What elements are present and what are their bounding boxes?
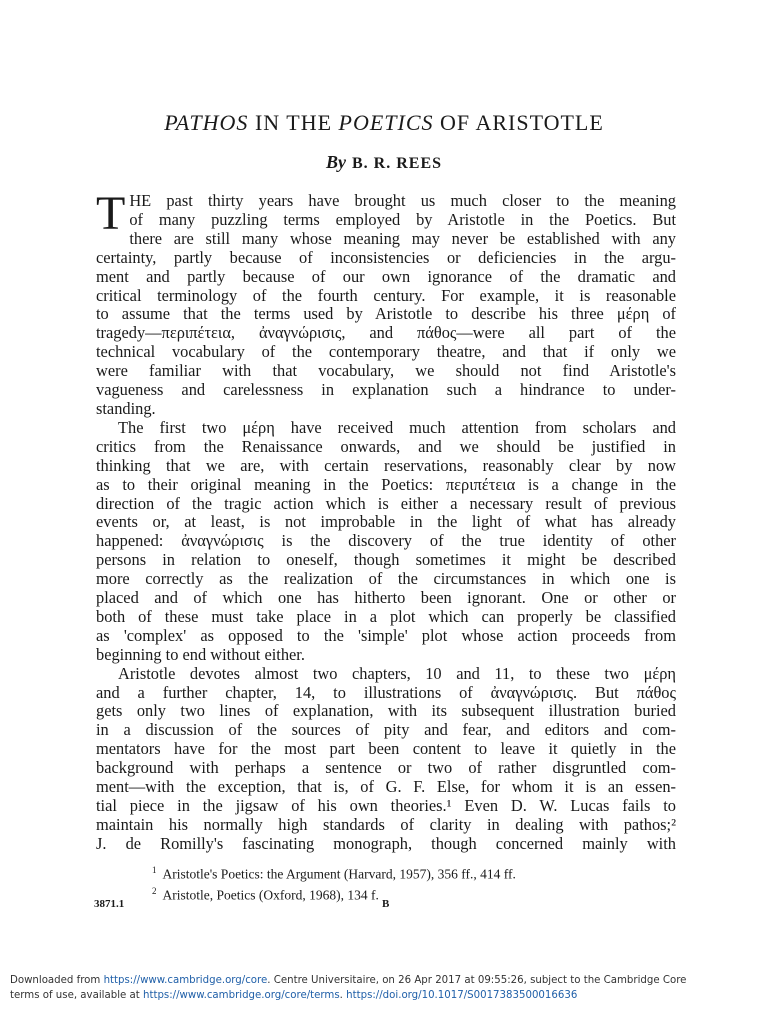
text-line: certainty, partly because of inconsistencies or deficiencies in the argu- — [96, 247, 676, 267]
download-notice — [10, 973, 760, 1003]
text-line: tragedy—περιπέτεια, ἀναγνώρισις, and πάθος—were all part of the — [96, 323, 676, 343]
text-line: to assume that the terms used by Aristotle to describe his three μέρη of — [96, 304, 676, 324]
text-line: HE past thirty years have brought us much closer to the meaning — [129, 191, 676, 210]
text-line: of many puzzling terms employed by Aristotle in the Poetics. But — [129, 209, 676, 229]
text-line: persons in relation to oneself, though sometimes it might be described — [96, 550, 676, 570]
text-line: tial piece in the jigsaw of his own theories.¹ Even D. W. Lucas fails to — [96, 796, 676, 815]
article-body — [96, 187, 676, 854]
byline — [0, 152, 768, 173]
text-line: in a discussion of the sources of pity and fear, and editors and com- — [96, 720, 676, 740]
signature-mark: B — [382, 898, 390, 910]
text-line: direction of the tragic action which is either a necessary result of previous — [96, 493, 676, 513]
article-title — [0, 110, 768, 136]
separator: . — [339, 990, 347, 1001]
footnote — [152, 862, 672, 883]
text-line: The first two μέρη have received much attention from scholars and — [118, 417, 676, 437]
terms-link[interactable]: https://www.cambridge.org/core/terms — [143, 990, 340, 1001]
text-line: placed and of which one has hitherto been ignorant. One or other or — [96, 588, 676, 608]
text-line: maintain his normally high standards of clarity in dealing with pathos;² — [96, 814, 676, 834]
text-line: vagueness and carelessness in explanation such a hindrance to under- — [96, 380, 676, 400]
doi-link[interactable]: https://doi.org/10.1017/S0017383500016636 — [346, 990, 578, 1001]
cambridge-core-link[interactable]: https://www.cambridge.org/core — [103, 975, 268, 986]
paragraph-2 — [96, 419, 676, 665]
byline-author: B. R. REES — [351, 155, 443, 172]
terms-prefix: terms of use, available at — [10, 990, 144, 1001]
text-line: Aristotle devotes almost two chapters, 10 and 11, to these two μέρη — [118, 663, 676, 683]
text-line: both of these must take place in a plot which can properly be classified — [96, 606, 676, 626]
title-part-poetics: POETICS — [338, 110, 434, 135]
text-line: were familiar with that vocabulary, we should not find Aristotle's — [96, 361, 676, 381]
text-line: J. de Romilly's fascinating monograph, though concerned mainly with — [96, 833, 676, 853]
footnotes — [152, 862, 672, 903]
text-line: more correctly as the realization of the circumstances in which one is — [96, 569, 676, 589]
text-line: as to their original meaning in the Poetics: περιπέτεια is a change in the — [96, 474, 676, 494]
title-part-pathos: PATHOS — [164, 110, 249, 135]
text-line: technical vocabulary of the contemporary theatre, and that if only we — [96, 342, 676, 362]
text-line: ment and partly because of our own ignorance of the dramatic and — [96, 266, 676, 286]
footnote-text: Aristotle's Poetics: the Argument (Harvard, 1957), 356 ff., 414 ff. — [162, 866, 516, 882]
footnote-mark: 1 — [152, 865, 157, 875]
footnote-mark: 2 — [152, 885, 157, 896]
text-line: critical terminology of the fourth century. For example, it is reasonable — [96, 285, 676, 305]
text-line: events or, at least, is not improbable in the light of what has already — [96, 512, 676, 532]
text-line: ment—with the exception, that is, of G. F. Else, for whom it is an essen- — [96, 777, 676, 797]
text-line: thinking that we are, with certain reservations, reasonably clear by now — [96, 455, 676, 475]
download-middle: . Centre Universitaire, on 26 Apr 2017 at 09:55:26, subject to the Cambridge Core — [267, 975, 687, 986]
text-line: as 'complex' as opposed to the 'simple' plot whose action proceeds from — [96, 625, 676, 645]
download-prefix: Downloaded from — [10, 975, 104, 986]
text-line: gets only two lines of explanation, with its subsequent illustration buried — [96, 701, 676, 721]
text-line: happened: ἀναγνώρισις is the discovery of the true identity of other — [96, 531, 676, 551]
title-part-in-the: IN THE — [248, 110, 339, 135]
folio — [94, 898, 674, 910]
footnote-text: Aristotle, Poetics (Oxford, 1968), 134 f. — [162, 887, 379, 902]
paragraph-3 — [96, 665, 676, 854]
text-line: standing. — [96, 398, 156, 418]
text-line: mentators have for the most part been content to leave it quietly in the — [96, 739, 676, 759]
text-line: there are still many whose meaning may never be established with any — [129, 228, 676, 248]
text-line: background with perhaps a sentence or two of rather disgruntled com- — [96, 758, 676, 778]
byline-by: By — [325, 152, 346, 172]
text-line: critics from the Renaissance onwards, and we should be justified in — [96, 436, 676, 456]
text-line: and a further chapter, 14, to illustrations of ἀναγνώρισις. But πάθος — [96, 682, 676, 702]
title-part-of-aristotle: OF ARISTOTLE — [433, 110, 604, 135]
drop-cap: T — [96, 187, 126, 240]
text-line: beginning to end without either. — [96, 644, 305, 664]
folio-number: 3871.1 — [94, 898, 125, 910]
paragraph-1 — [96, 187, 676, 419]
